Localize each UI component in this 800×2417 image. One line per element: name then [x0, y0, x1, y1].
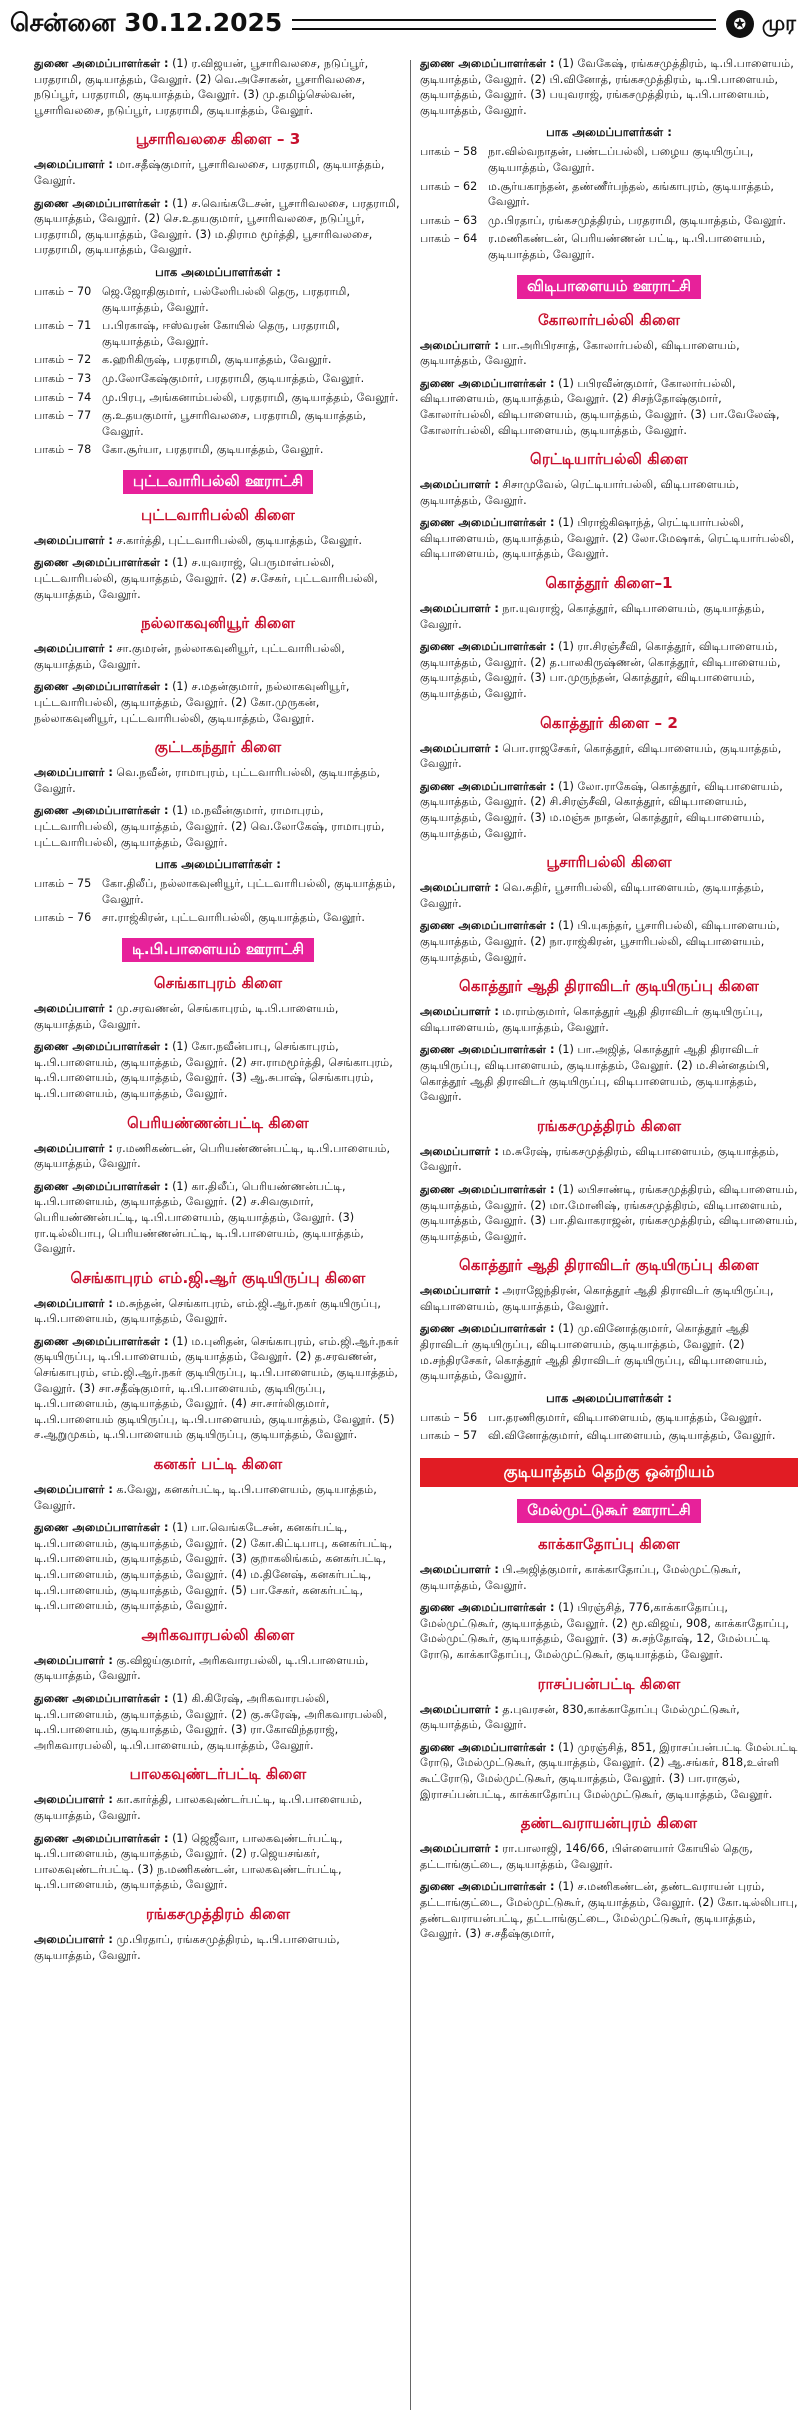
columns	[0, 56, 800, 2411]
part-row: பாகம் – 63 மு.பிரதாப், ரங்கசமுத்திரம், பரதராமி, குடியாத்தம், வேலூர்.	[420, 213, 787, 227]
deputy-entry: துணை அமைப்பாளர்கள் : (1) பா.அஜித், கொத்தூர் ஆதி திராவிடர் குடியிருப்பு, விடிபாளையம், குடியாத்தம், வேலூர். (2) ம.சின்னதம்பி, கொத்தூர் ஆதி திராவிடர் குடியிருப்பு, விடிபாளையம், குடியாத்தம், வேலூர்.	[420, 1043, 770, 1104]
part-row: பாகம் – 76 சா.ராஜ்கிரன், புட்டவாரிபல்லி, குடியாத்தம், வேலூர்.	[34, 911, 365, 925]
deputy-entry: துணை அமைப்பாளர்கள் : (1) பபிரவீன்குமார், கோலார்பல்லி, விடிபாளையம், குடியாத்தம், வேலூர். (2) சிசந்தோஷ்குமார், கோலார்பல்லி, விடிபாளையம், குடியாத்தம், வேலூர். (3) பா.வேலேஷ், கோலார்பல்லி, விடிபாளையம், குடியாத்தம், வேலூர்.	[420, 376, 780, 437]
union-banner: குடியாத்தம் தெற்கு ஒன்றியம்	[420, 1458, 798, 1487]
organizer-entry: அமைப்பாளர் : மு.சரவணன், செங்காபுரம், டி.பி.பாளையம், குடியாத்தம், வேலூர்.	[34, 1001, 339, 1031]
organizer-entry: அமைப்பாளர் : பா.அரிபிரசாத், கோலார்பல்லி, விடிபாளையம், குடியாத்தம், வேலூர்.	[420, 338, 740, 368]
part-row: பாகம் – 57 வி.வினோத்குமார், விடிபாளையம், குடியாத்தம், வேலூர்.	[420, 1429, 776, 1443]
deputy-entry: துணை அமைப்பாளர்கள் : (1) ச.மதன்குமார், நல்லாகவுனியூர், புட்டவாரிபல்லி, குடியாத்தம், வேலூர். (2) கோ.முருகன், நல்லாகவுனியூர், புட்டவாரிபல்லி, குடியாத்தம், வேலூர்.	[34, 680, 350, 725]
deputy-entry: துணை அமைப்பாளர்கள் : (1) லோ.ராகேஷ், கொத்தூர், விடிபாளையம், குடியாத்தம், வேலூர். (2) சி.சிரஞ்சீவி, கொத்தூர், விடிபாளையம், குடியாத்தம், வேலூர். (3) ம.மஞ்சு நாதன், கொத்தூர், விடிபாளையம், குடியாத்தம், வேலூர்.	[420, 779, 783, 840]
branch-title: குட்டகந்தூர் கிளை	[154, 738, 282, 757]
branch-title: பெரியண்ணன்பட்டி கிளை	[127, 1113, 309, 1132]
branch-title: ரங்கசமுத்திரம் கிளை	[145, 1904, 291, 1923]
circle-emblem-icon: ✪	[726, 10, 754, 38]
part-row: பாகம் – 56 பா.தரணிகுமார், விடிபாளையம், குடியாத்தம், வேலூர்.	[420, 1410, 762, 1424]
organizer-entry: அமைப்பாளர் : ரா.பாலாஜி, 146/66, பிள்ளையார் கோயில் தெரு, தட்டாங்குட்டை, குடியாத்தம், வேலூர்.	[420, 1842, 753, 1871]
panchayat-banner	[34, 470, 402, 494]
deputy-entry: துணை அமைப்பாளர்கள் : (1) ச.மணிகண்டன், தண்டவராயன் புரம், தட்டாங்குட்டை, மேல்முட்டுகூர், குடியாத்தம், வேலூர். (2) கோ.டில்லிபாபு, தண்டவராயன்பட்டி, தட்டாங்குட்டை, மேல்முட்டுகூர், குடியாத்தம், வேலூர். (3) ச.சதீஷ்குமார்,	[420, 1880, 798, 1941]
deputy-entry: துணை அமைப்பாளர்கள் : (1) ரா.சிரஞ்சீவி, கொத்தூர், விடிபாளையம், குடியாத்தம், வேலூர். (2) த.பாலகிருஷ்ணன், கொத்தூர், விடிபாளையம், குடியாத்தம், வேலூர். (3) பா.முருந்தன், கொத்தூர், விடிபாளையம், குடியாத்தம், வேலூர்.	[420, 640, 781, 701]
part-row: பாகம் – 77 கு.உதயகுமார், பூசாரிவலசை, பரதராமி, குடியாத்தம், வேலூர்.	[34, 409, 367, 438]
parts-list	[420, 144, 798, 262]
organizer-entry: அமைப்பாளர் : வெ.நவீன், ராமாபுரம், புட்டவாரிபல்லி, குடியாத்தம், வேலூர்.	[34, 766, 381, 795]
organizer-entry: அமைப்பாளர் : க.வேலு, கனகர்பட்டி, டி.பி.பாளையம், குடியாத்தம், வேலூர்.	[34, 1483, 377, 1512]
deputy-entry: துணை அமைப்பாளர்கள் : (1) பிரஞ்சித், 776,காக்காதோப்பு, மேல்முட்டுகூர், குடியாத்தம், வேலூர். (2) மூ.விஜய், 908, காக்காதோப்பு, மேல்முட்டுகூர், குடியாத்தம், வேலூர். (3) சு.சந்தோஷ், 12, மேல்பட்டி ரோடு, காக்காதோப்பு, மேல்முட்டுகூர், குடியாத்தம், வேலூர்.	[420, 1601, 789, 1661]
deputy-entry: துணை அமைப்பாளர்கள் : (1) ர.விஜயன், பூசாரிவலசை, நடுப்பூர், பரதராமி, குடியாத்தம், வேலூர். (2) வெ.அசோகன், பூசாரிவலசை, நடுப்பூர், பரதராமி, குடியாத்தம், வேலூர். (3) மு.தமிழ்செல்வன், பூசாரிவலசை, நடுப்பூர், பரதராமி, குடியாத்தம், வேலூர்.	[34, 57, 369, 117]
panchayat-banner	[420, 275, 798, 299]
deputy-entry: துணை அமைப்பாளர்கள் : (1) கி.கிரேஷ், அரிகவாரபல்லி, டி.பி.பாளையம், குடியாத்தம், வேலூர். (2) கு.சுரேஷ், அரிகவாரபல்லி, டி.பி.பாளையம், குடியாத்தம், வேலூர். (3) ரா.கோவிந்தராஜ், அரிகவாரபல்லி, டி.பி.பாளையம், குடியாத்தம், வேலூர்.	[34, 1691, 388, 1752]
panchayat-banner-label: மேல்முட்டுகூர் ஊராட்சி	[517, 1499, 700, 1523]
organizer-entry: அமைப்பாளர் : அராஜேந்திரன், கொத்தூர் ஆதி திராவிடர் குடியிருப்பு, விடிபாளையம், குடியாத்தம், வேலூர்.	[420, 1284, 774, 1313]
part-row: பாகம் – 72 க.ஹரிகிருஷ், பரதராமி, குடியாத்தம், வேலூர்.	[34, 353, 332, 367]
branch-title: கொத்தூர் கிளை–1	[545, 574, 673, 593]
organizer-entry: அமைப்பாளர் : ம.சுந்தன், செங்காபுரம், எம்.ஜி.ஆர்.நகர் குடியிருப்பு, டி.பி.பாளையம், குடியாத்தம், வேலூர்.	[34, 1296, 381, 1326]
organizer-entry: அமைப்பாளர் : ம.ராம்குமார், கொத்தூர் ஆதி திராவிடர் குடியிருப்பு, விடிபாளையம், குடியாத்தம், வேலூர்.	[420, 1005, 763, 1034]
deputy-entry: துணை அமைப்பாளர்கள் : (1) ஜெஜீவா, பாலகவுண்டர்பட்டி, டி.பி.பாளையம், குடியாத்தம், வேலூர். (2) ர.ஜெயசங்கர், பாலகவுண்டர்பட்டி. (3) ந.மணிகண்டன், பாலகவுண்டர்பட்டி, டி.பி.பாளையம், குடியாத்தம், வேலூர்.	[34, 1831, 343, 1892]
part-row: பாகம் – 70 ஜெ.ஜோதிகுமார், பல்லேரிபல்லி தெரு, பரதராமி, குடியாத்தம், வேலூர்.	[34, 284, 351, 314]
header-rule	[292, 19, 716, 30]
organizer-entry: அமைப்பாளர் : கு.விஜய்குமார், அரிகவாரபல்லி, டி.பி.பாளையம், குடியாத்தம், வேலூர்.	[34, 1653, 369, 1683]
branch-title: கொத்தூர் கிளை – 2	[540, 713, 678, 732]
branch-title: பூசாரிவலசை கிளை – 3	[135, 130, 301, 149]
deputy-entry: துணை அமைப்பாளர்கள் : (1) கா.திலீப், பெரியண்ணன்பட்டி, டி.பி.பாளையம், குடியாத்தம், வேலூர். (2) ச.சிவகுமார், பெரியண்ணன்பட்டி, டி.பி.பாளையம், குடியாத்தம், வேலூர். (3) ரா.டில்லிபாபு, பெரியண்ணன்பட்டி, டி.பி.பாளையம், குடியாத்தம், வேலூர்.	[34, 1179, 364, 1256]
branch-title: தண்டவராயன்புரம் கிளை	[520, 1814, 698, 1833]
part-row: பாகம் – 78 கோ.சூர்யா, பரதராமி, குடியாத்தம், வேலூர்.	[34, 443, 324, 457]
organizer-entry: அமைப்பாளர் : த.புவரசன், 830,காக்காதோப்பு மேல்முட்டுகூர், குடியாத்தம், வேலூர்.	[420, 1702, 740, 1732]
part-row: பாகம் – 58 நா.வில்வநாதன், பண்டப்பல்லி, பழைய குடியிருப்பு, குடியாத்தம், வேலூர்.	[420, 145, 754, 174]
panchayat-banner	[420, 1499, 798, 1523]
part-row: பாகம் – 74 மு.பிரபு, அங்கனாம்பல்லி, பரதராமி, குடியாத்தம், வேலூர்.	[34, 390, 399, 404]
branch-title: பூசாரிபல்லி கிளை	[546, 853, 672, 872]
organizer-entry: அமைப்பாளர் : ர.மணிகண்டன், பெரியண்ணன்பட்டி, டி.பி.பாளையம், குடியாத்தம், வேலூர்.	[34, 1141, 391, 1171]
panchayat-banner-label: டி.பி.பாளையம் ஊராட்சி	[122, 938, 314, 962]
deputy-entry: துணை அமைப்பாளர்கள் : (1) ச.யுவராஜ், பெருமாள்பல்லி, புட்டவாரிபல்லி, குடியாத்தம், வேலூர். (2) ச.சேகர், புட்டவாரிபல்லி, குடியாத்தம், வேலூர்.	[34, 556, 378, 601]
page-header	[0, 0, 800, 48]
masthead-logo	[726, 10, 796, 38]
parts-list	[34, 284, 402, 458]
branch-title: கொத்தூர் ஆதி திராவிடர் குடியிருப்பு கிளை	[459, 977, 759, 996]
part-row: பாகம் – 71 ப.பிரகாஷ், ஈஸ்வரன் கோயில் தெரு, பரதராமி, குடியாத்தம், வேலூர்.	[34, 319, 340, 348]
parts-heading: பாக அமைப்பாளர்கள் :	[546, 1390, 672, 1405]
branch-title: ரங்கசமுத்திரம் கிளை	[536, 1116, 682, 1135]
branch-title: காக்காதோப்பு கிளை	[537, 1535, 681, 1554]
organizer-entry: அமைப்பாளர் : கா.கார்த்தி, பாலகவுண்டர்பட்டி, டி.பி.பாளையம், குடியாத்தம், வேலூர்.	[34, 1793, 363, 1822]
branch-title: கொத்தூர் ஆதி திராவிடர் குடியிருப்பு கிளை	[459, 1256, 759, 1275]
panchayat-banner	[34, 938, 402, 962]
part-row: பாகம் – 64 ர.மணிகண்டன், பெரியண்ணன் பட்டி, டி.பி.பாளையம், குடியாத்தம், வேலூர்.	[420, 232, 766, 261]
branch-title: நல்லாகவுனியூர் கிளை	[140, 614, 296, 633]
deputy-entry: துணை அமைப்பாளர்கள் : (1) முரஞ்சித், 851, இராசப்பன்பட்டி மேல்பட்டி ரோடு, மேல்முட்டுகூர், குடியாத்தம், வேலூர். (2) ஆ.சங்கர், 818,உள்ளி கூட்ரோடு, மேல்முட்டுகூர், குடியாத்தம், வேலூர். (3) பா.ராகுல், இராசப்பன்பட்டி, காக்காதோப்பு மேல்முட்டுகூர், குடியாத்தம், வேலூர்.	[420, 1740, 798, 1801]
deputy-entry: துணை அமைப்பாளர்கள் : (1) ம.புனிதன், செங்காபுரம், எம்.ஜி.ஆர்.நகர் குடியிருப்பு, டி.பி.பாளையம், குடியாத்தம், வேலூர். (2) த.சரவணன், செங்காபுரம், எம்.ஜி.ஆர்.நகர் குடியிருப்பு, டி.பி.பாளையம், குடியாத்தம், வேலூர். (3) சா.சதீஷ்குமார், டி.பி.பாளையம், குடியிருப்பு, டி.பி.பாளையம், குடியாத்தம், வேலூர். (4) சா.சார்லிகுமார், டி.பி.பாளையம் குடியிருப்பு, டி.பி.பாளையம், குடியாத்தம், வேலூர். (5) ச.ஆறுமுகம், டி.பி.பாளையம் குடியிருப்பு, குடியாத்தம், வேலூர்.	[34, 1334, 399, 1442]
organizer-entry: அமைப்பாளர் : மு.பிரதாப், ரங்கசமுத்திரம், டி.பி.பாளையம், குடியாத்தம், வேலூர்.	[34, 1932, 340, 1962]
city-date: சென்னை 30.12.2025	[10, 7, 283, 37]
branch-title: கோலார்பல்லி கிளை	[537, 310, 681, 329]
branch-title: அரிகவாரபல்லி கிளை	[141, 1625, 295, 1644]
organizer-entry: அமைப்பாளர் : சா.குமரன், நல்லாகவுனியூர், புட்டவாரிபல்லி, குடியாத்தம், வேலூர்.	[34, 642, 345, 671]
parts-heading: பாக அமைப்பாளர்கள் :	[546, 125, 672, 140]
organizer-entry: அமைப்பாளர் : நா.யுவராஜ், கொத்தூர், விடிபாளையம், குடியாத்தம், வேலூர்.	[420, 602, 765, 631]
branch-title: செங்காபுரம் எம்.ஜி.ஆர் குடியிருப்பு கிளை	[70, 1268, 366, 1287]
branch-title: ரெட்டியார்பல்லி கிளை	[530, 450, 688, 469]
deputy-entry: துணை அமைப்பாளர்கள் : (1) பி.யுகந்தர், பூசாரிபல்லி, விடிபாளையம், குடியாத்தம், வேலூர். (2) நா.ராஜ்கிரன், பூசாரிபல்லி, விடிபாளையம், குடியாத்தம், வேலூர்.	[420, 919, 780, 964]
branch-title: செங்காபுரம் கிளை	[153, 973, 283, 992]
deputy-entry: துணை அமைப்பாளர்கள் : (1) ம.நவீன்குமார், ராமாபுரம், புட்டவாரிபல்லி, குடியாத்தம், வேலூர். (2) வெ.லோகேஷ், ராமாபுரம், புட்டவாரிபல்லி, குடியாத்தம், வேலூர்.	[34, 804, 385, 849]
branch-title: புட்டவாரிபல்லி கிளை	[140, 505, 296, 524]
logo-text: முர	[761, 10, 796, 35]
organizer-entry: அமைப்பாளர் : பொ.ராஜசேகர், கொத்தூர், விடிபாளையம், குடியாத்தம், வேலூர்.	[420, 741, 782, 771]
part-row: பாகம் – 73 மு.லோகேஷ்குமார், பரதராமி, குடியாத்தம், வேலூர்.	[34, 371, 365, 385]
right-column	[420, 56, 798, 2411]
organizer-entry: அமைப்பாளர் : வெ.சுதிர், பூசாரிபல்லி, விடிபாளையம், குடியாத்தம், வேலூர்.	[420, 881, 764, 910]
organizer-entry: அமைப்பாளர் : ம.சுரேஷ், ரங்கசமுத்திரம், விடிபாளையம், குடியாத்தம், வேலூர்.	[420, 1144, 779, 1174]
part-row: பாகம் – 62 ம.சூர்யகாந்தன், தண்ணீர்பந்தல், கங்காபுரம், குடியாத்தம், வேலூர்.	[420, 179, 774, 209]
organizer-entry: அமைப்பாளர் : சிசாமுவேல், ரெட்டியார்பல்லி, விடிபாளையம், குடியாத்தம், வேலூர்.	[420, 478, 739, 507]
branch-title: பாலகவுண்டர்பட்டி கிளை	[129, 1765, 307, 1784]
deputy-entry: துணை அமைப்பாளர்கள் : (1) லபிசாண்டி, ரங்கசமுத்திரம், விடிபாளையம், குடியாத்தம், வேலூர். (2) மா.மோனிஷ், ரங்கசமுத்திரம், விடிபாளையம், குடியாத்தம், வேலூர். (3) பா.திவாகராஜன், ரங்கசமுத்திரம், விடிபாளையம், குடியாத்தம், வேலூர்.	[420, 1182, 798, 1243]
deputy-entry: துணை அமைப்பாளர்கள் : (1) பா.வெங்கடேசன், கனகர்பட்டி, டி.பி.பாளையம், குடியாத்தம், வேலூர். (2) கோ.கிட்டிபாபு, கனகர்பட்டி, டி.பி.பாளையம், குடியாத்தம், வேலூர். (3) குறாகலிங்கம், கனகர்பட்டி, டி.பி.பாளையம், குடியாத்தம், வேலூர். (4) ம.தினேஷ், கனகர்பட்டி, டி.பி.பாளையம், குடியாத்தம், வேலூர். (5) பா.சேகர், கனகர்பட்டி, டி.பி.பாளையம், குடியாத்தம், வேலூர்.	[34, 1521, 393, 1613]
parts-list	[34, 876, 402, 926]
organizer-entry: அமைப்பாளர் : மா.சதீஷ்குமார், பூசாரிவலசை, பரதராமி, குடியாத்தம், வேலூர்.	[34, 158, 385, 187]
deputy-entry: துணை அமைப்பாளர்கள் : (1) கோ.நவீன்பாபு, செங்காபுரம், டி.பி.பாளையம், குடியாத்தம், வேலூர். (2) சா.ராமமூர்த்தி, செங்காபுரம், டி.பி.பாளையம், குடியாத்தம், வேலூர். (3) ஆ.சுபாஷ், செங்காபுரம், டி.பி.பாளையம், குடியாத்தம், வேலூர்.	[34, 1040, 393, 1100]
branch-title: கனகர் பட்டி கிளை	[153, 1455, 283, 1474]
organizer-entry: அமைப்பாளர் : பி.அஜித்குமார், காக்காதோப்பு, மேல்முட்டுகூர், குடியாத்தம், வேலூர்.	[420, 1563, 742, 1592]
branch-title: ராசப்பன்பட்டி கிளை	[537, 1674, 681, 1693]
left-column	[34, 56, 402, 2411]
parts-heading: பாக அமைப்பாளர்கள் :	[155, 857, 281, 872]
deputy-entry: துணை அமைப்பாளர்கள் : (1) வேகேஷ், ரங்கசமுத்திரம், டி.பி.பாளையம், குடியாத்தம், வேலூர். (2) பி.வினோத், ரங்கசமுத்திரம், டி.பி.பாளையம், குடியாத்தம், வேலூர். (3) பயுவராஜ், ரங்கசமுத்திரம், டி.பி.பாளையம், குடியாத்தம், வேலூர்.	[420, 57, 794, 117]
deputy-entry: துணை அமைப்பாளர்கள் : (1) ச.வெங்கடேசன், பூசாரிவலசை, பரதராமி, குடியாத்தம், வேலூர். (2) செ.உதயகுமார், பூசாரிவலசை, நடுப்பூர், பரதராமி, குடியாத்தம், வேலூர். (3) ம.திராம மூர்த்தி, பூசாரிவலசை, பரதராமி, குடியாத்தம், வேலூர்.	[34, 196, 400, 257]
part-row: பாகம் – 75 கோ.திலீப், நல்லாகவுனியூர், புட்டவாரிபல்லி, குடியாத்தம், வேலூர்.	[34, 877, 396, 906]
deputy-entry: துணை அமைப்பாளர்கள் : (1) மு.வினோத்குமார், கொத்தூர் ஆதி திராவிடர் குடியிருப்பு, விடிபாளையம், குடியாத்தம், வேலூர். (2) ம.சந்திரசேகர், கொத்தூர் ஆதி திராவிடர் குடியிருப்பு, விடிபாளையம், குடியாத்தம், வேலூர்.	[420, 1322, 768, 1383]
deputy-entry: துணை அமைப்பாளர்கள் : (1) பிராஜ்கிஷாந்த், ரெட்டியார்பல்லி, விடிபாளையம், குடியாத்தம், வேலூர். (2) லோ.மேஷாக், ரெட்டியார்பல்லி, விடிபாளையம், குடியாத்தம், வேலூர்.	[420, 516, 795, 561]
panchayat-banner-label: புட்டவாரிபல்லி ஊராட்சி	[123, 470, 313, 494]
parts-heading: பாக அமைப்பாளர்கள் :	[155, 264, 281, 279]
parts-list	[420, 1410, 798, 1444]
organizer-entry: அமைப்பாளர் : ச.கார்த்தி, புட்டவாரிபல்லி, குடியாத்தம், வேலூர்.	[34, 533, 363, 547]
panchayat-banner-label: விடிபாளையம் ஊராட்சி	[517, 275, 701, 299]
